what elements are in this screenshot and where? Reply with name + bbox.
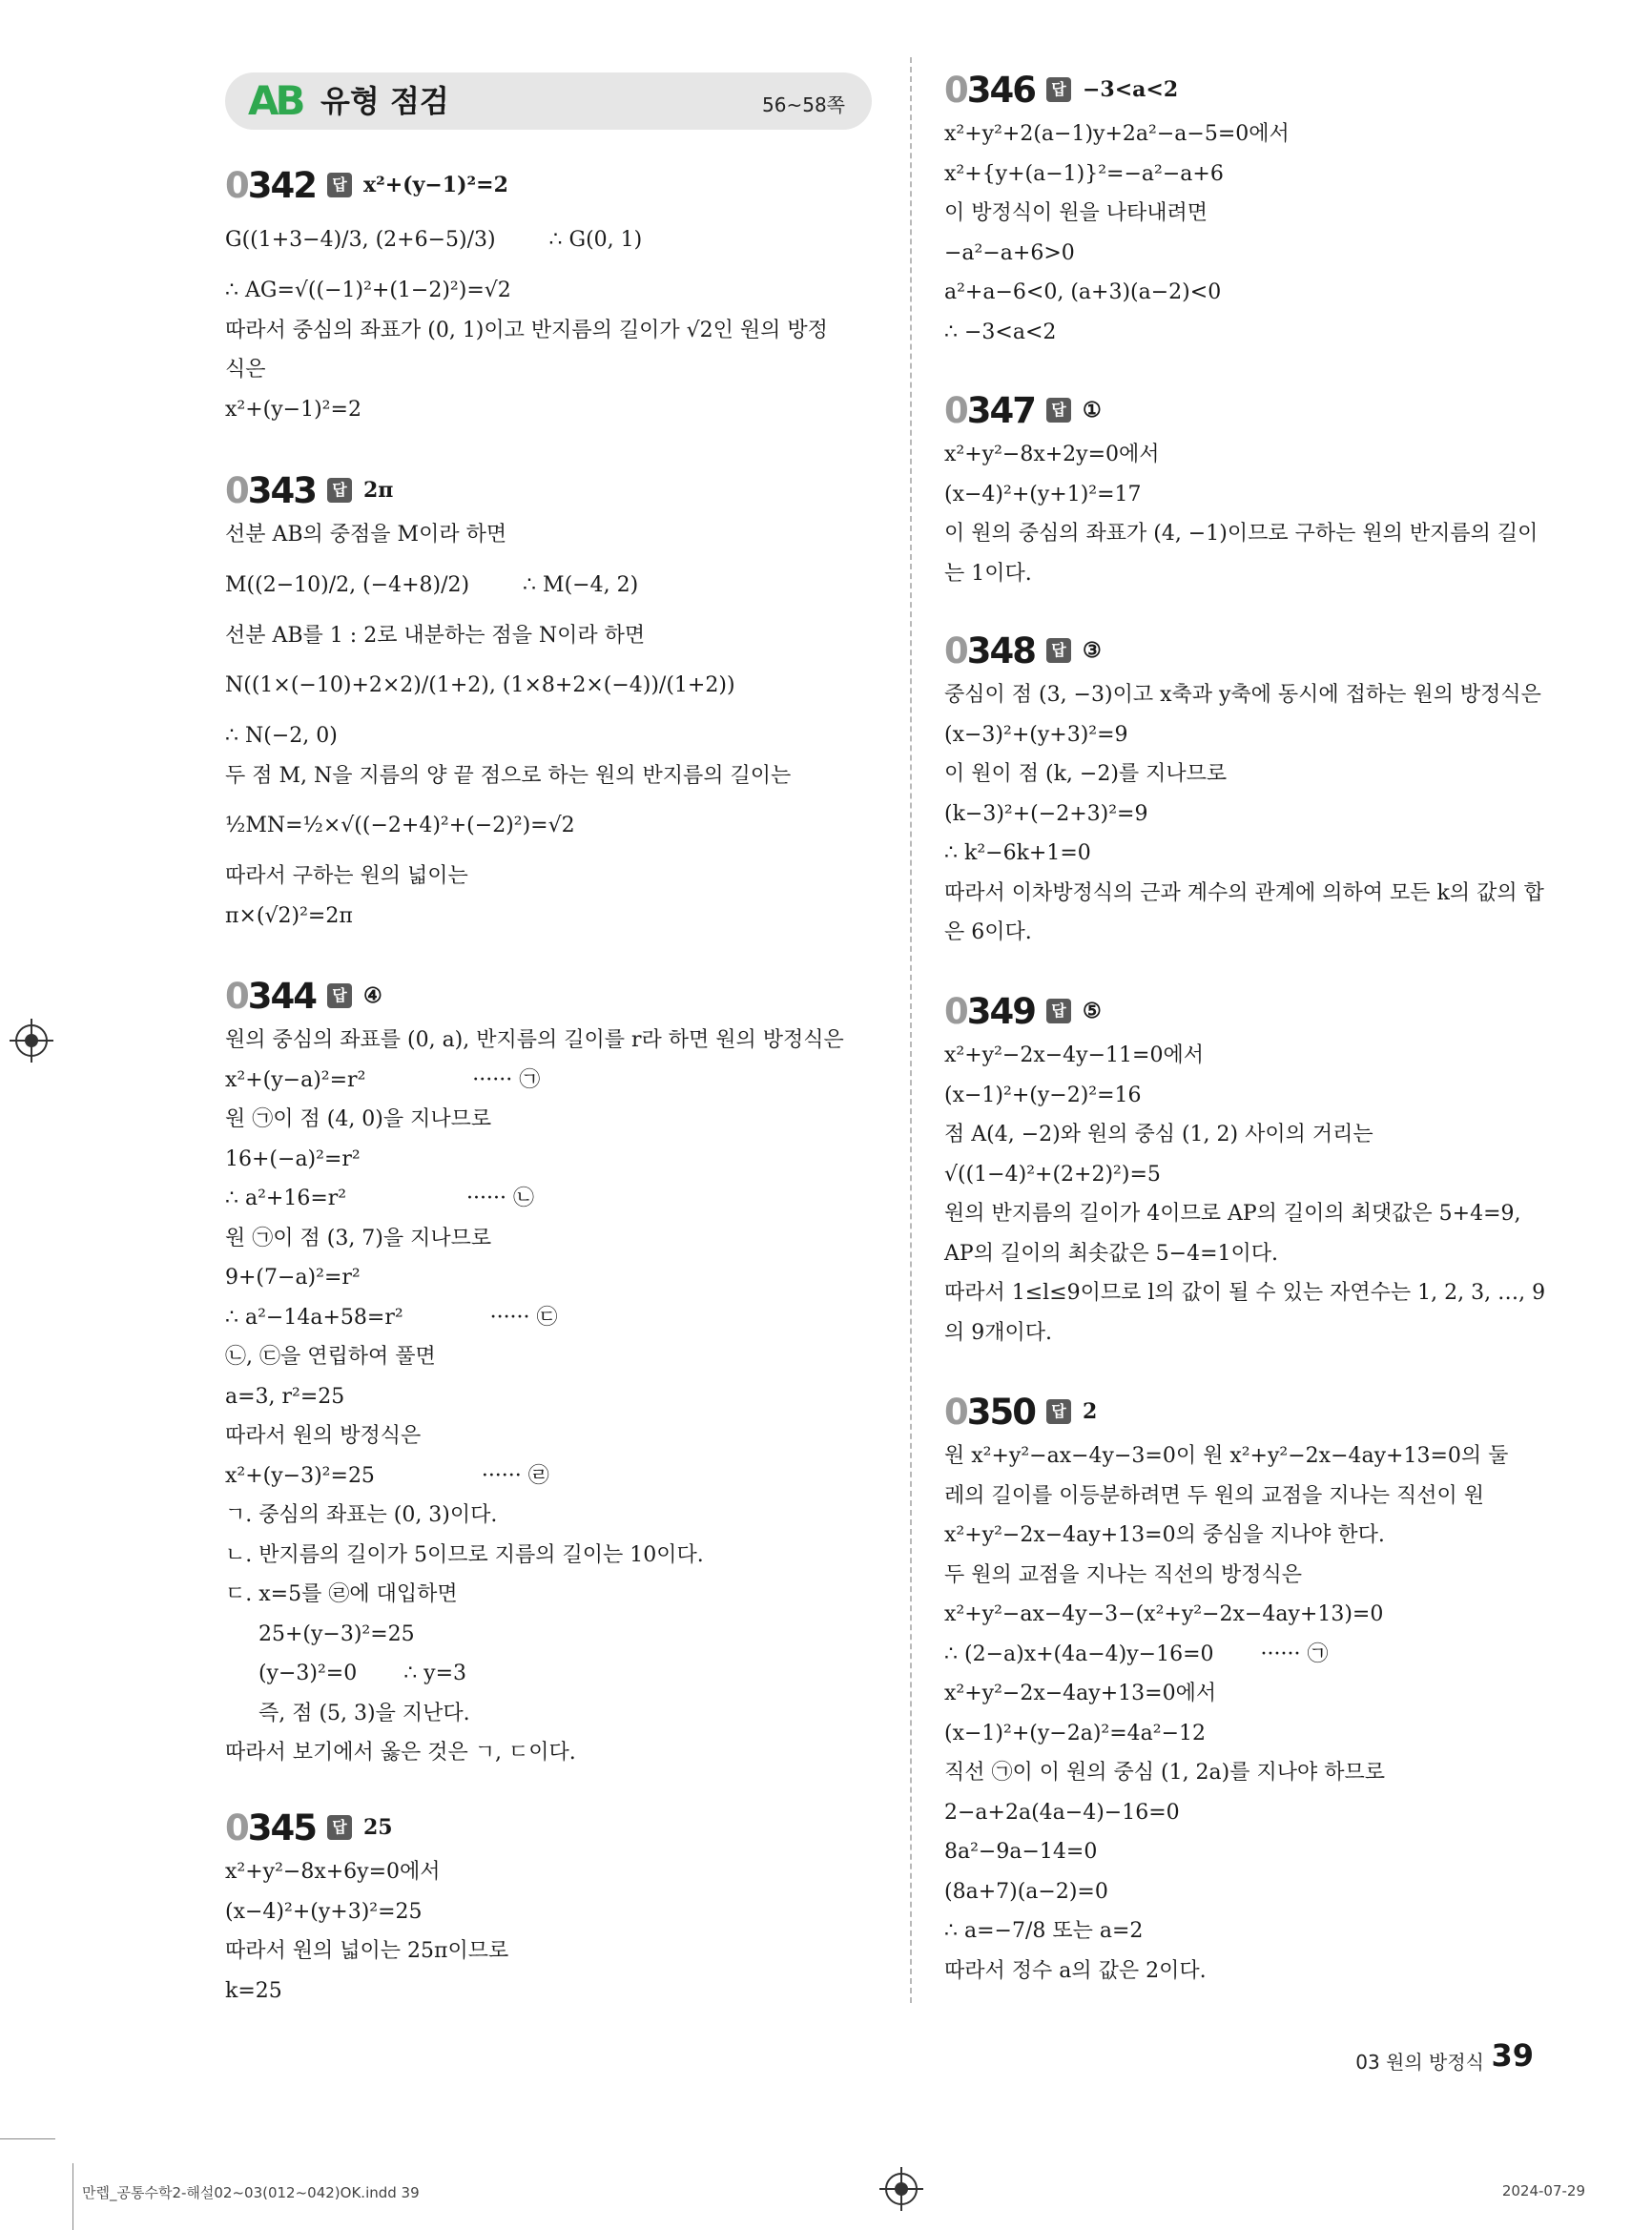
solution-line: (x−1)²+(y−2)²=16 <box>944 1083 1142 1107</box>
answer-badge: 답 <box>1046 999 1071 1023</box>
solution-line: x²+y²+2(a−1)y+2a²−a−5=0에서 <box>944 122 1290 146</box>
solution-line: 이 방정식이 원을 나타내려면 <box>944 201 1208 225</box>
solution-line: 따라서 정수 a의 값은 2이다. <box>944 1958 1207 1983</box>
solution-line: ∴ −3<a<2 <box>944 320 1057 344</box>
solution-line: ∴ k²−6k+1=0 <box>944 841 1091 865</box>
crop-mark <box>0 2138 55 2139</box>
problem-0347 <box>944 385 1602 593</box>
problem-header <box>225 465 883 515</box>
page-number: 39 <box>1491 2037 1534 2074</box>
solution-line: 따라서 이차방정식의 근과 계수의 관계에 의하여 모든 k의 값의 합 <box>944 880 1544 905</box>
page-reference: 56~58쪽 <box>762 93 845 116</box>
solution-line: x²+(y−a)²=r² ······ ㉠ <box>225 1067 541 1092</box>
solution-line: 원 ㉠이 점 (4, 0)을 지나므로 <box>225 1107 492 1131</box>
solution-line: 따라서 원의 넓이는 25π이므로 <box>225 1939 509 1963</box>
solution-line: x²+y²−8x+2y=0에서 <box>944 443 1160 466</box>
solution-line: (x−1)²+(y−2a)²=4a²−12 <box>944 1721 1207 1745</box>
solution-line: 원의 중심의 좌표를 (0, a), 반지름의 길이를 r라 하면 원의 방정식은 <box>225 1028 844 1052</box>
solution-line: x²+y²−2x−4ay+13=0에서 <box>944 1682 1217 1705</box>
problem-0345 <box>225 1803 883 2011</box>
solution-line: (8a+7)(a−2)=0 <box>944 1879 1108 1904</box>
solution-line: 원의 반지름의 길이가 4이므로 AP의 길이의 최댓값은 5+4=9, <box>944 1202 1521 1226</box>
problem-header <box>225 160 883 210</box>
solution-line: √((1−4)²+(2+2)²)=5 <box>944 1162 1161 1187</box>
problem-0350 <box>944 1387 1602 1991</box>
solution-line: x²+{y+(a−1)}²=−a²−a+6 <box>944 161 1224 186</box>
problem-0348 <box>944 626 1602 953</box>
solution-line: ㄷ. x=5를 ㉣에 대입하면 <box>225 1582 458 1606</box>
problem-number: 0350 <box>944 1391 1035 1433</box>
registration-mark-bottom <box>885 2173 918 2205</box>
chapter-label: 03 원의 방정식 <box>1355 2051 1484 2074</box>
solution-line: 이 원이 점 (k, −2)를 지나므로 <box>944 762 1228 786</box>
crop-mark <box>72 2163 73 2230</box>
solution-line: 직선 ㉠이 이 원의 중심 (1, 2a)를 지나야 하므로 <box>944 1761 1385 1785</box>
solution-line: π×(√2)²=2π <box>225 903 353 928</box>
solution-line: AP의 길이의 최솟값은 5−4=1이다. <box>944 1241 1279 1266</box>
answer-badge: 답 <box>1046 398 1071 423</box>
answer-badge: 답 <box>327 1815 352 1840</box>
answer-badge: 답 <box>327 983 352 1008</box>
answer: x²+(y−1)²=2 <box>362 173 508 197</box>
ab-logo: AB <box>248 77 302 124</box>
registration-mark-left <box>15 1024 48 1057</box>
print-date: 2024-07-29 <box>1501 2182 1585 2199</box>
solution-line: ∴ a²−14a+58=r² ······ ㉢ <box>225 1305 558 1330</box>
solution-line: x²+(y−1)²=2 <box>225 397 361 422</box>
solution-line: x²+(y−3)²=25 ······ ㉣ <box>225 1463 549 1488</box>
problem-header <box>225 1803 883 1852</box>
solution-line: ∴ AG=√((−1)²+(1−2)²)=√2 <box>225 279 511 302</box>
problem-0346 <box>944 65 1602 352</box>
solution-line: 레의 길이를 이등분하려면 두 원의 교점을 지나는 직선이 원 <box>944 1483 1484 1508</box>
answer-badge: 답 <box>327 173 352 197</box>
solution-line: (x−4)²+(y+1)²=17 <box>944 482 1142 506</box>
problem-number: 0346 <box>944 69 1035 111</box>
solution-line: a²+a−6<0, (a+3)(a−2)<0 <box>944 280 1222 304</box>
problem-number: 0343 <box>225 469 316 511</box>
solution-line: (x−4)²+(y+3)²=25 <box>225 1899 423 1924</box>
solution-line: 선분 AB의 중점을 M이라 하면 <box>225 523 507 547</box>
solution-line: x²+y²−2x−4y−11=0에서 <box>944 1043 1204 1067</box>
solution-line: 따라서 구하는 원의 넓이는 <box>225 864 468 888</box>
solution-line: 원 x²+y²−ax−4y−3=0이 원 x²+y²−2x−4ay+13=0의 둘 <box>944 1444 1509 1468</box>
answer: 25 <box>362 1815 393 1840</box>
section-header <box>225 72 872 130</box>
solution-line: 따라서 1≤l≤9이므로 l의 값이 될 수 있는 자연수는 1, 2, 3, …, 9 <box>944 1281 1546 1305</box>
solution-line: ㄴ. 반지름의 길이가 5이므로 지름의 길이는 10이다. <box>225 1542 704 1567</box>
problem-0342 <box>225 160 883 429</box>
problem-number: 0342 <box>225 164 316 206</box>
solution-line: (k−3)²+(−2+3)²=9 <box>944 801 1148 826</box>
solution-line: x²+y²−2x−4ay+13=0의 중심을 지나야 한다. <box>944 1523 1385 1547</box>
solution-line: 원 ㉠이 점 (3, 7)을 지나므로 <box>225 1226 492 1250</box>
answer: ① <box>1082 398 1102 423</box>
solution-line: ㉡, ㉢을 연립하여 풀면 <box>225 1345 436 1369</box>
solution-line: ∴ N(−2, 0) <box>225 724 338 748</box>
solution-line: M((2−10)/2, (−4+8)/2) ∴ M(−4, 2) <box>225 572 639 597</box>
solution-line: a=3, r²=25 <box>225 1384 345 1409</box>
problem-number: 0348 <box>944 630 1035 671</box>
solution-line: 25+(y−3)²=25 <box>225 1621 415 1646</box>
answer-badge: 답 <box>327 478 352 503</box>
answer: ③ <box>1082 638 1102 663</box>
answer-badge: 답 <box>1046 1399 1071 1424</box>
solution-line: 2−a+2a(4a−4)−16=0 <box>944 1800 1180 1825</box>
solution-line: 두 원의 교점을 지나는 직선의 방정식은 <box>944 1562 1302 1587</box>
solution-line: ½MN=½×√((−2+4)²+(−2)²)=√2 <box>225 814 575 837</box>
solution-line: 두 점 M, N을 지름의 양 끝 점으로 하는 원의 반지름의 길이는 <box>225 763 792 788</box>
problem-0343 <box>225 465 883 936</box>
solution-line: 9+(7−a)²=r² <box>225 1266 361 1290</box>
solution-line: 따라서 보기에서 옳은 것은 ㄱ, ㄷ이다. <box>225 1741 576 1765</box>
problem-header <box>944 385 1602 435</box>
answer-badge: 답 <box>1046 638 1071 663</box>
solution-line: 이 원의 중심의 좌표가 (4, −1)이므로 구하는 원의 반지름의 길이 <box>944 522 1538 546</box>
problem-header <box>944 626 1602 675</box>
solution-line: −a²−a+6>0 <box>944 240 1075 265</box>
solution-line: 은 6이다. <box>944 920 1032 944</box>
answer: ⑤ <box>1082 999 1102 1023</box>
solution-line: k=25 <box>225 1978 282 2003</box>
problem-number: 0349 <box>944 990 1035 1032</box>
problem-0349 <box>944 986 1602 1352</box>
answer-badge: 답 <box>1046 77 1071 102</box>
problem-number: 0347 <box>944 389 1035 431</box>
solution-line: G((1+3−4)/3, (2+6−5)/3) ∴ G(0, 1) <box>225 228 643 252</box>
solution-line: x²+y²−8x+6y=0에서 <box>225 1860 441 1884</box>
solution-line: ∴ a²+16=r² ······ ㉡ <box>225 1187 534 1210</box>
solution-line: x²+y²−ax−4y−3−(x²+y²−2x−4ay+13)=0 <box>944 1602 1384 1626</box>
solution-line: 8a²−9a−14=0 <box>944 1840 1098 1864</box>
answer: ④ <box>362 983 382 1008</box>
solution-line: 선분 AB를 1 : 2로 내분하는 점을 N이라 하면 <box>225 623 646 648</box>
problem-number: 0344 <box>225 975 316 1017</box>
problem-0344 <box>225 971 883 1773</box>
solution-line: 점 A(4, −2)와 원의 중심 (1, 2) 사이의 거리는 <box>944 1123 1373 1146</box>
solution-line: 따라서 중심의 좌표가 (0, 1)이고 반지름의 길이가 √2인 원의 방정 <box>225 318 828 342</box>
solution-line: 의 9개이다. <box>944 1320 1052 1345</box>
answer: 2 <box>1082 1399 1098 1424</box>
answer: 2π <box>362 478 394 503</box>
solution-line: (x−3)²+(y+3)²=9 <box>944 722 1128 747</box>
solution-line: N((1×(−10)+2×2)/(1+2), (1×8+2×(−4))/(1+2)) <box>225 673 735 697</box>
solution-line: 중심이 점 (3, −3)이고 x축과 y축에 동시에 접하는 원의 방정식은 <box>944 683 1541 707</box>
problem-header <box>944 986 1602 1036</box>
answer: −3<a<2 <box>1082 77 1179 102</box>
solution-line: (y−3)²=0 ∴ y=3 <box>225 1662 467 1685</box>
solution-line: 즉, 점 (5, 3)을 지난다. <box>225 1701 470 1725</box>
solution-line: 식은 <box>225 358 266 382</box>
solution-line: ㄱ. 중심의 좌표는 (0, 3)이다. <box>225 1503 498 1527</box>
print-file-slug: 만렙_공통수학2-해설02~03(012~042)OK.indd 39 <box>82 2184 420 2201</box>
solution-line: 는 1이다. <box>944 561 1032 586</box>
solution-line: ∴ a=−7/8 또는 a=2 <box>944 1919 1144 1943</box>
problem-header <box>944 1387 1602 1436</box>
section-title: 유형 점검 <box>320 83 449 119</box>
solution-line: 따라서 원의 방정식은 <box>225 1424 422 1448</box>
problem-number: 0345 <box>225 1807 316 1848</box>
problem-header <box>225 971 883 1021</box>
solution-line: ∴ (2−a)x+(4a−4)y−16=0 ······ ㉠ <box>944 1642 1329 1666</box>
solution-line: 16+(−a)²=r² <box>225 1146 361 1171</box>
column-divider <box>910 57 912 2003</box>
problem-header <box>944 65 1602 114</box>
